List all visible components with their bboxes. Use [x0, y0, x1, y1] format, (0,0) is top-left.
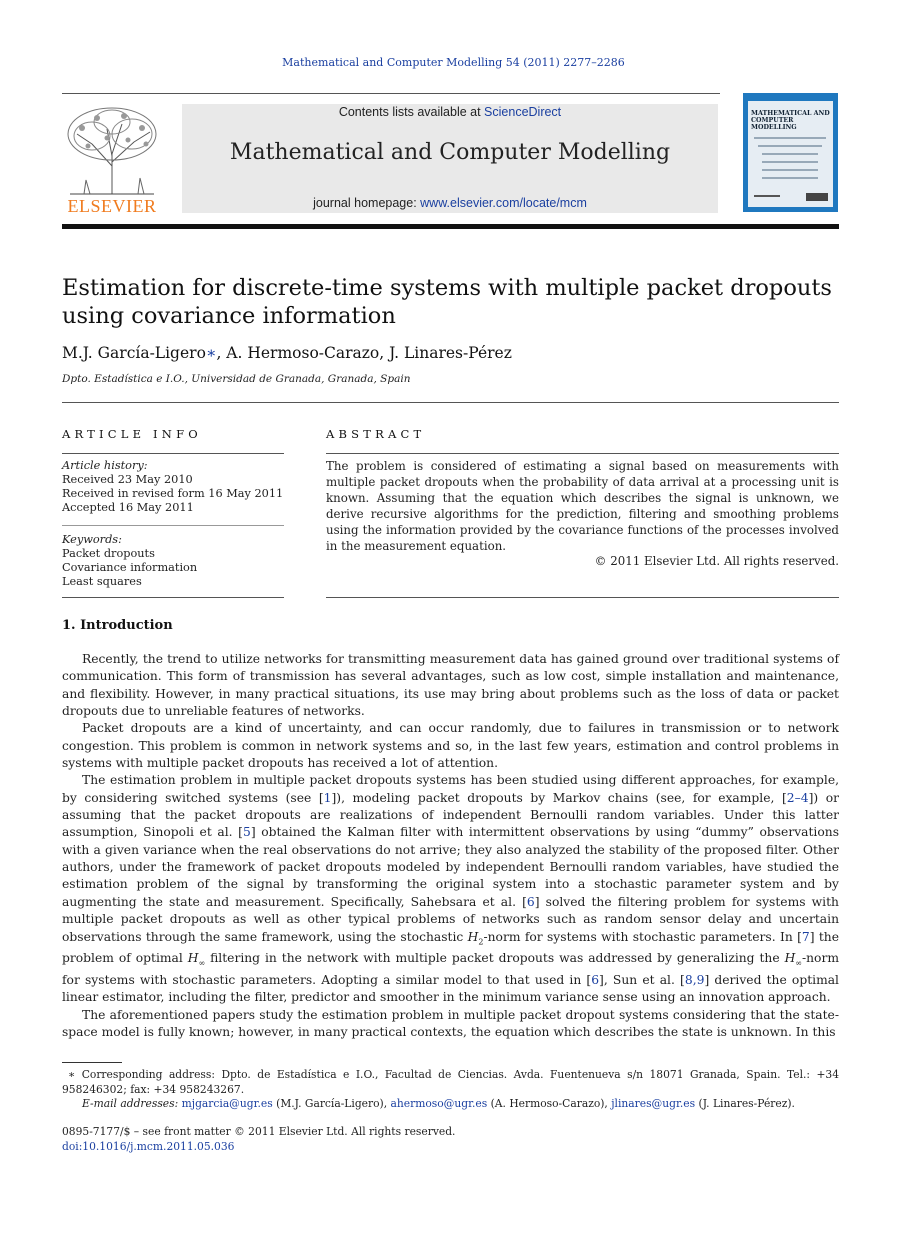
cover-decor-line	[762, 177, 818, 179]
article-title: Estimation for discrete-time systems with multiple packet dropouts using covariance information	[62, 275, 832, 329]
paragraph: Packet dropouts are a kind of uncertainty, and can occur randomly, due to failures in transmission or to network congestion. This problem is common in network systems and so, in the last few years, estimation and control problems in systems with multiple packet dropouts has received a lot of attention.	[62, 721, 839, 771]
keyword: Least squares	[62, 575, 142, 588]
abstract-heading: ABSTRACT	[326, 427, 426, 441]
title-divider	[62, 402, 839, 403]
cover-decor-line	[754, 195, 780, 197]
author-list	[62, 344, 512, 362]
citation-link[interactable]: 7	[801, 929, 810, 944]
revised-date: Received in revised form 16 May 2011	[62, 487, 284, 500]
citation-link[interactable]: 2	[786, 790, 795, 805]
introduction-body	[62, 651, 839, 1041]
citation-link[interactable]: 8	[684, 973, 693, 988]
issn-line: 0895-7177/$ – see front matter © 2011 Elsevier Ltd. All rights reserved.	[62, 1125, 456, 1138]
author-name: M.J. García-Ligero	[62, 344, 206, 362]
author-names-rest: , A. Hermoso-Carazo, J. Linares-Pérez	[216, 344, 512, 362]
contents-line: Contents lists available at ScienceDirect	[338, 105, 562, 119]
citation-link[interactable]: 5	[242, 825, 251, 840]
paragraph: The estimation problem in multiple packet dropouts systems has been studied using different approaches, for example, by considering switched systems (see [1]), modeling packet dropouts by Markov chains (see, for example, [2–4]) or assuming that the packet dropouts are realizations of independent Bernoulli random variables. Under this latter assumption, Sinopoli et al. [5] obtained the Kalman filter with intermittent observations by using “dummy” observations with a given variance when the real observations do not arrive; they also analyzed the stability of the proposed filter. Other authors, under the framework of packet dropouts modeled by independent Bernoulli random variables, have studied the estimation problem of the signal by transforming the original system into a stochastic parameter system and by augmenting the state and measurement. Specifically, Sahebsara et al. [6] solved the filtering problem for systems with multiple packet dropouts as well as other typical problems of networks such as random sensor delay and uncertain observations through the same framework, using the stochastic $H_2$-norm for systems with stochastic parameters. In [7] the problem of optimal $H_\infty$ filtering in the network with multiple packet dropouts was addressed by generalizing the $H_\infty$-norm for systems with stochastic parameters. Adopting a similar model to that used in [6], Sun et al. [8,9] derived the optimal linear estimator, including the filter, predictor and smoother in the minimum variance sense using an innovation approach.	[62, 773, 840, 1005]
sciencedirect-link[interactable]: ScienceDirect	[484, 105, 562, 119]
citation-link[interactable]: 9	[696, 973, 705, 988]
homepage-line: journal homepage: www.elsevier.com/locate/mcm	[313, 196, 587, 210]
tree-icon	[62, 104, 162, 196]
email-addresses: E-mail addresses: mjgarcia@ugr.es (M.J. García-Ligero), ahermoso@ugr.es (A. Hermoso-Carazo), jlinares@ugr.es (J. Linares-Pérez).	[82, 1097, 795, 1110]
accepted-date: Accepted 16 May 2011	[62, 501, 194, 514]
cover-inner	[748, 101, 833, 207]
elsevier-logo[interactable]	[62, 104, 162, 214]
cover-decor-line	[754, 137, 826, 139]
homepage-link[interactable]: www.elsevier.com/locate/mcm	[420, 196, 587, 210]
citation-link[interactable]: 6	[591, 973, 600, 988]
history-label: Article history:	[62, 459, 148, 472]
cover-decor-line	[762, 153, 818, 155]
running-head[interactable]: Mathematical and Computer Modelling 54 (2011) 2277–2286	[282, 56, 625, 69]
email-link[interactable]: mjgarcia@ugr.es	[181, 1097, 273, 1110]
cover-title: MATHEMATICAL AND COMPUTER MODELLING	[751, 110, 830, 131]
keywords-label: Keywords:	[62, 533, 122, 546]
article-info-rule	[62, 453, 284, 454]
paragraph: The aforementioned papers study the estimation problem in multiple packet dropout systems considering that the state-space model is fully known; however, in many practical contexts, the equation which describes the state is unknown. In this	[62, 1007, 839, 1040]
article-info-divider	[62, 525, 284, 526]
footnote-text: Corresponding address: Dpto. de Estadística e I.O., Facultad de Ciencias. Avda. Fuentenueva s/n 18071 Granada, Spain. Tel.: +34 958246302; fax: +34 958243267.	[62, 1068, 839, 1096]
section-heading: 1. Introduction	[62, 618, 173, 633]
citation-link[interactable]: 4	[800, 790, 809, 805]
received-date: Received 23 May 2010	[62, 473, 193, 486]
abstract-copyright: © 2011 Elsevier Ltd. All rights reserved.	[594, 554, 839, 568]
citation-link[interactable]: 6	[526, 894, 535, 909]
article-info-bottom-rule	[62, 597, 284, 598]
cover-badge	[806, 193, 828, 201]
front-matter	[62, 1124, 455, 1154]
citation-link[interactable]: 1	[323, 790, 332, 805]
article-history	[62, 459, 283, 515]
masthead-top-rule	[62, 93, 720, 94]
paragraph: Recently, the trend to utilize networks for transmitting measurement data has gained ground over traditional systems of communication. This form of transmission has several advantages, such as low cost, simple installation and maintenance, and flexibility. However, in many practical situations, its use may bring about problems such as the loss of data or packet dropouts due to unreliable features of networks.	[62, 652, 839, 719]
cover-decor-line	[758, 145, 822, 147]
abstract-rule	[326, 453, 839, 454]
footnote-mark: ∗	[68, 1068, 76, 1081]
article-info-heading: ARTICLE INFO	[62, 427, 202, 441]
journal-title: Mathematical and Computer Modelling	[229, 140, 671, 165]
email-link[interactable]: ahermoso@ugr.es	[390, 1097, 488, 1110]
cover-decor-line	[762, 161, 818, 163]
affiliation: Dpto. Estadística e I.O., Universidad de Granada, Granada, Spain	[62, 373, 411, 385]
publisher-name: ELSEVIER	[67, 196, 157, 216]
corresponding-author-mark[interactable]: ∗	[205, 344, 217, 362]
email-link[interactable]: jlinares@ugr.es	[611, 1097, 696, 1110]
keywords-block	[62, 533, 197, 589]
abstract-bottom-rule	[326, 597, 839, 598]
keyword: Packet dropouts	[62, 547, 155, 560]
masthead-bottom-rule	[62, 224, 839, 229]
abstract-text: The problem is considered of estimating a signal based on measurements with multiple packet dropouts when the probability of data arrival at a processing unit is known. Assuming that the equation which describes the signal is unknown, we derive recursive algorithms for the prediction, filtering and smoothing problems using the information provided by the covariance functions of the processes involved in the measurement equation.	[326, 459, 839, 553]
keyword: Covariance information	[62, 561, 198, 574]
footnote-rule	[62, 1062, 122, 1063]
corresponding-footnote	[62, 1067, 839, 1097]
doi-link[interactable]: doi:10.1016/j.mcm.2011.05.036	[62, 1140, 235, 1153]
journal-cover[interactable]	[743, 93, 838, 212]
cover-decor-line	[762, 169, 818, 171]
